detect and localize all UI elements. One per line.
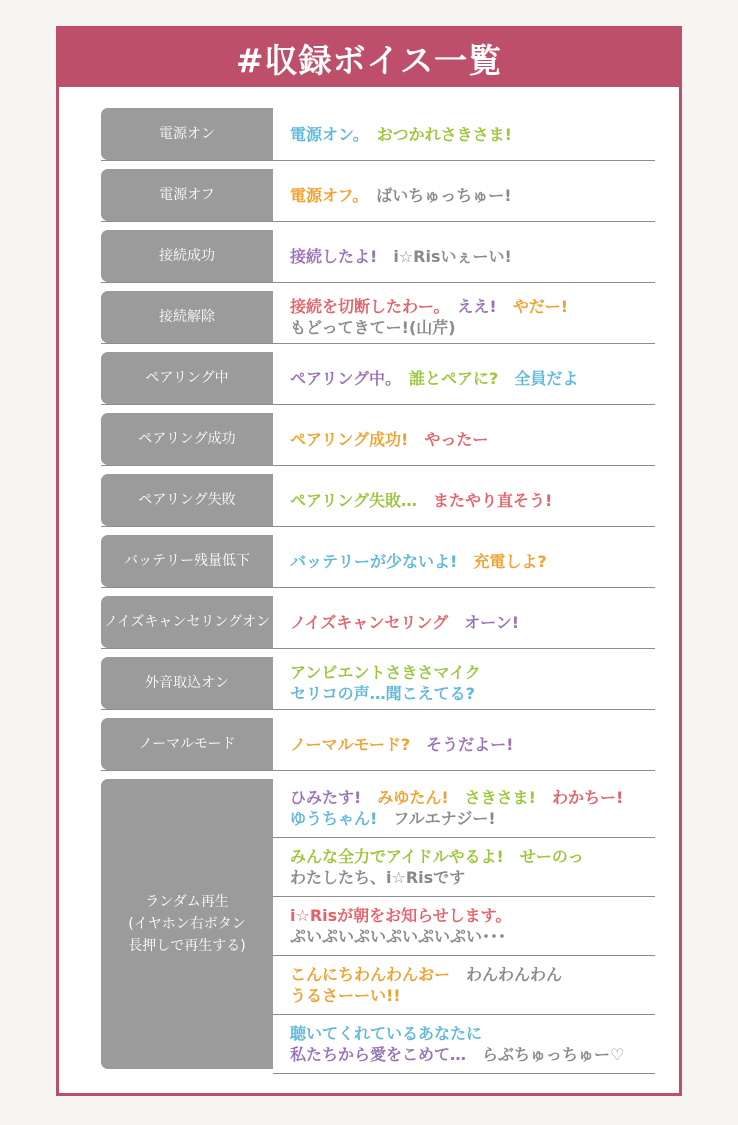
voice-lines bbox=[290, 838, 655, 896]
voice-line bbox=[290, 905, 655, 926]
voice-phrase: ペアリング失敗… bbox=[290, 490, 418, 510]
voice-phrase: 誰とペアに? bbox=[393, 368, 499, 388]
voice-line bbox=[290, 490, 655, 511]
voice-phrase: ノイズキャンセリング bbox=[290, 612, 449, 632]
random-voice-item bbox=[273, 1015, 655, 1074]
voice-line bbox=[290, 985, 655, 1006]
voice-row bbox=[101, 352, 655, 405]
voice-phrase: おつかれさきさま! bbox=[360, 124, 512, 144]
voice-line bbox=[290, 246, 655, 267]
voice-phrase: i☆Risが朝をお知らせします。 bbox=[290, 906, 512, 925]
voice-phrase: ええ! bbox=[441, 297, 497, 316]
voice-phrase: ペアリング成功! bbox=[290, 429, 409, 449]
voice-phrase: 私たちから愛をこめて… bbox=[290, 1045, 467, 1064]
voice-row bbox=[101, 474, 655, 527]
voice-line bbox=[290, 317, 655, 338]
voice-line bbox=[290, 429, 655, 450]
voice-row bbox=[101, 291, 655, 344]
voice-phrase: うるさーーい!! bbox=[290, 986, 401, 1005]
voice-lines bbox=[290, 169, 655, 221]
voice-lines bbox=[290, 956, 655, 1014]
voice-phrase: せーのっ bbox=[503, 847, 584, 866]
voice-line bbox=[290, 964, 655, 985]
voice-phrase: みんな全力でアイドルやるよ! bbox=[290, 847, 504, 866]
voice-phrase: 電源オン。 bbox=[290, 124, 361, 144]
trigger-label: ノーマルモード bbox=[101, 718, 273, 770]
random-voice-item bbox=[273, 838, 655, 897]
voice-phrase: ばいちゅっちゅー! bbox=[360, 185, 512, 205]
voice-lines bbox=[290, 413, 655, 465]
trigger-label: 外音取込オン bbox=[101, 657, 273, 709]
voice-row bbox=[101, 108, 655, 161]
voice-phrase: さきさま! bbox=[448, 788, 536, 807]
voice-line bbox=[290, 296, 655, 317]
voice-line bbox=[290, 846, 655, 867]
voice-phrase: ペアリング中。 bbox=[290, 368, 394, 388]
voice-lines bbox=[290, 474, 655, 526]
voice-line bbox=[290, 808, 655, 829]
voice-phrase: 電源オフ。 bbox=[290, 185, 361, 205]
voice-line bbox=[290, 734, 655, 755]
trigger-label: ペアリング成功 bbox=[101, 413, 273, 465]
voice-phrase: セリコの声…聞こえてる? bbox=[290, 684, 475, 703]
voice-line bbox=[290, 683, 655, 704]
voice-row bbox=[101, 230, 655, 283]
voice-row bbox=[101, 413, 655, 466]
voice-line bbox=[290, 185, 655, 206]
voice-phrase: アンビエントさきさマイク bbox=[290, 663, 481, 682]
random-playback-label: ランダム再生 (イヤホン右ボタン 長押しで再生する) bbox=[101, 779, 273, 1069]
voice-line bbox=[290, 867, 655, 888]
voice-phrase: 接続を切断したわー。 bbox=[290, 297, 442, 316]
voice-lines bbox=[290, 657, 655, 709]
voice-line bbox=[290, 368, 655, 389]
random-playback-row bbox=[101, 779, 655, 1069]
voice-phrase: バッテリーが少ないよ! bbox=[290, 551, 458, 571]
voice-phrase: フルエナジー! bbox=[377, 809, 496, 828]
trigger-label: バッテリー残量低下 bbox=[101, 535, 273, 587]
voice-phrase: そうだよー! bbox=[410, 734, 514, 754]
voice-lines bbox=[290, 897, 655, 955]
trigger-label: ペアリング中 bbox=[101, 352, 273, 404]
voice-phrase: またやり直そう! bbox=[417, 490, 553, 510]
voice-lines bbox=[290, 779, 655, 837]
voice-phrase: オーン! bbox=[448, 612, 520, 632]
voice-lines bbox=[290, 535, 655, 587]
voice-lines bbox=[290, 291, 655, 343]
voice-phrase: i☆Risいぇーい! bbox=[377, 246, 512, 266]
voice-line bbox=[290, 551, 655, 572]
voice-line bbox=[290, 1023, 655, 1044]
voice-phrase: 接続したよ! bbox=[290, 246, 378, 266]
trigger-label: 電源オフ bbox=[101, 169, 273, 221]
trigger-label: ペアリング失敗 bbox=[101, 474, 273, 526]
voice-row bbox=[101, 535, 655, 588]
voice-phrase: やったー bbox=[408, 429, 489, 449]
voice-lines bbox=[290, 596, 655, 648]
voice-phrase: わんわんわん bbox=[450, 965, 563, 984]
voice-row bbox=[101, 596, 655, 649]
voice-phrase: 全員だよ bbox=[498, 368, 579, 388]
voice-lines bbox=[290, 718, 655, 770]
voice-line bbox=[290, 124, 655, 145]
voice-phrase: らぶちゅっちゅー♡ bbox=[466, 1045, 625, 1064]
voice-lines bbox=[290, 108, 655, 160]
voice-phrase: わたしたち、i☆Risです bbox=[290, 868, 466, 887]
voice-phrase: ぷいぷいぷいぷいぷいぷい･･･ bbox=[290, 927, 507, 946]
trigger-label: 電源オン bbox=[101, 108, 273, 160]
trigger-label: ノイズキャンセリングオン bbox=[101, 596, 273, 648]
voice-line bbox=[290, 1044, 655, 1065]
voice-phrase: もどってきてー!(山芹) bbox=[290, 318, 456, 337]
page-title: #収録ボイス一覧 bbox=[59, 29, 679, 87]
random-voice-item bbox=[273, 956, 655, 1015]
voice-phrase: やだー! bbox=[496, 297, 568, 316]
voice-line bbox=[290, 926, 655, 947]
voice-phrase: ノーマルモード? bbox=[290, 734, 411, 754]
voice-phrase: ゆうちゃん! bbox=[290, 809, 378, 828]
voice-line bbox=[290, 787, 655, 808]
voice-phrase: こんにちわんわんおー bbox=[290, 965, 451, 984]
voice-lines bbox=[290, 1015, 655, 1073]
voice-line bbox=[290, 612, 655, 633]
voice-row bbox=[101, 169, 655, 222]
voice-phrase: ひみたす! bbox=[290, 788, 362, 807]
voice-row bbox=[101, 657, 655, 710]
voice-phrase: みゆたん! bbox=[361, 788, 449, 807]
voice-phrase: わかちー! bbox=[535, 788, 624, 807]
voice-list-panel bbox=[56, 26, 682, 1096]
trigger-label: 接続成功 bbox=[101, 230, 273, 282]
random-voice-item bbox=[273, 897, 655, 956]
voice-line bbox=[290, 662, 655, 683]
voice-lines bbox=[290, 352, 655, 404]
voice-lines bbox=[290, 230, 655, 282]
random-voice-item bbox=[273, 779, 655, 838]
voice-phrase: 聴いてくれているあなたに bbox=[290, 1024, 483, 1043]
voice-row bbox=[101, 718, 655, 771]
trigger-label: 接続解除 bbox=[101, 291, 273, 343]
voice-phrase: 充電しよ? bbox=[457, 551, 547, 571]
